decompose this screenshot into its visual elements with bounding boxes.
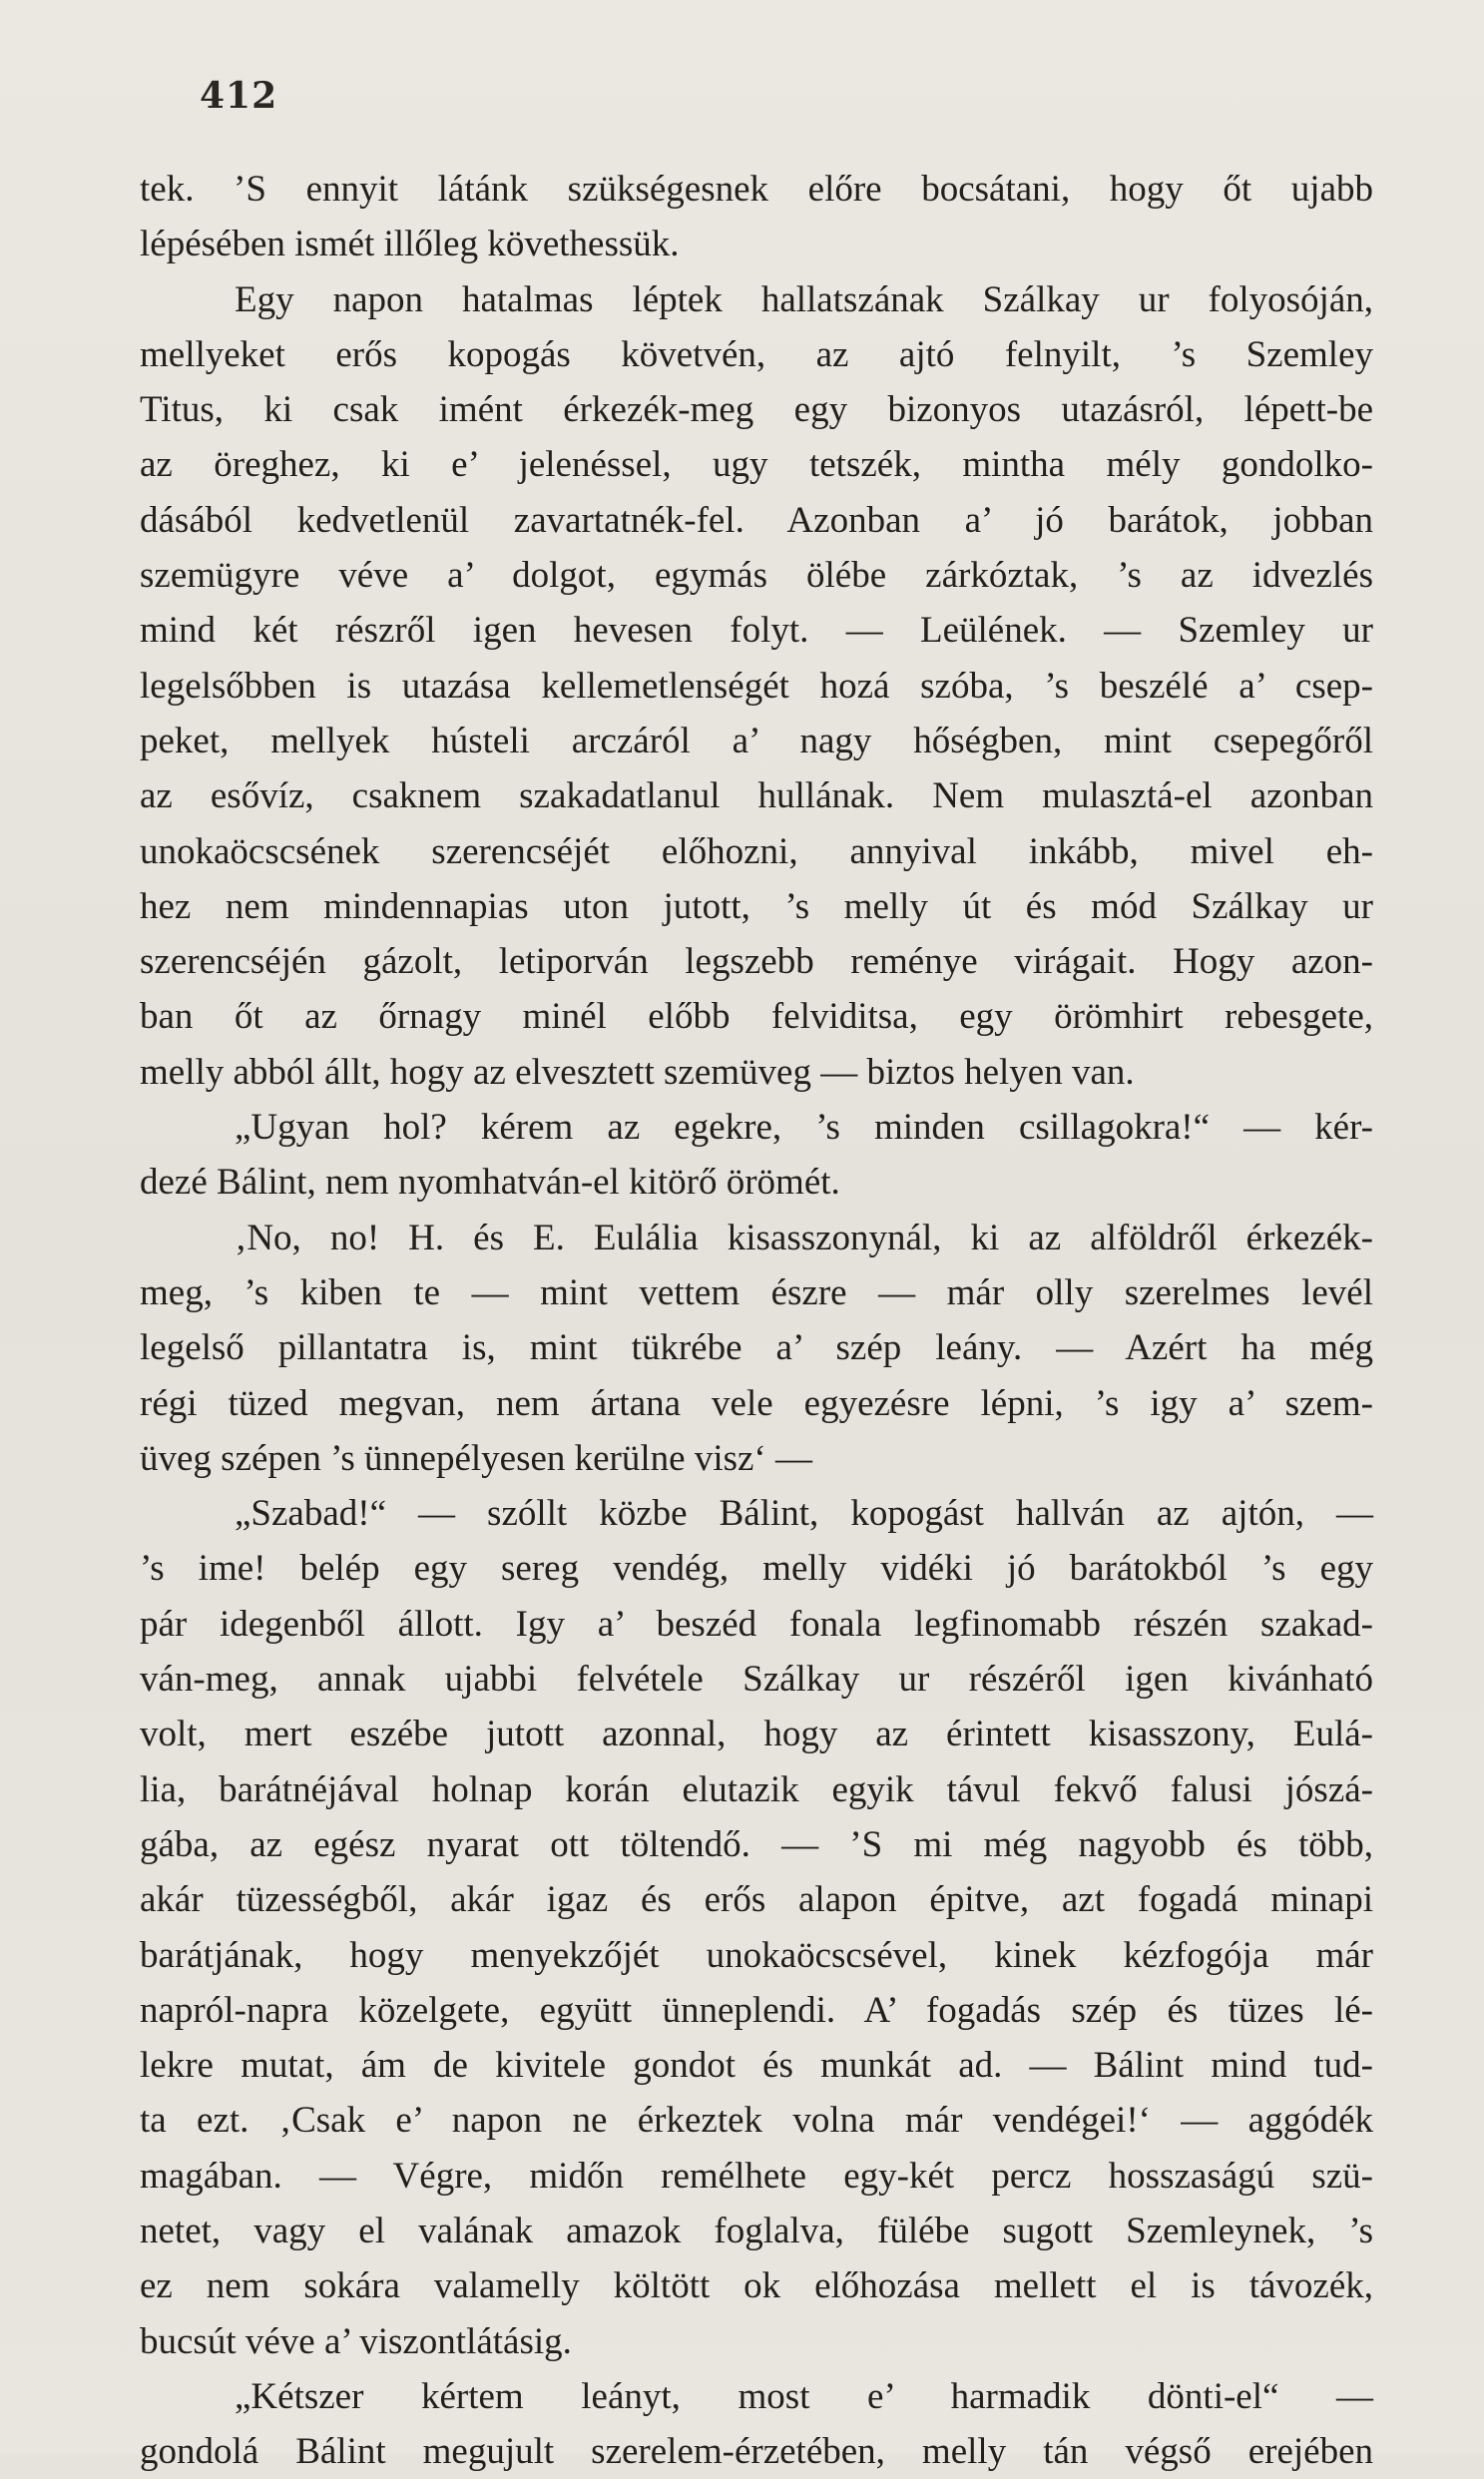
- text-line: az esővíz, csaknem szakadatlanul hullának. Nem mulasztá-el azonban: [140, 775, 1373, 817]
- text-line: dásából kedvetlenül zavartatnék-fel. Azonban a’ jó barátok, jobban: [140, 499, 1373, 541]
- text-line: legelsőbben is utazása kellemetlenségét hozá szóba, ’s beszélé a’ csep-: [140, 665, 1373, 707]
- text-line: ‚No, no! H. és E. Eulália kisasszonynál, ki az alföldről érkezék-: [235, 1217, 1373, 1258]
- text-line: peket, mellyek hústeli arczáról a’ nagy hőségben, mint csepegőről: [140, 720, 1373, 761]
- text-line: az öreghez, ki e’ jelenéssel, ugy tetszék, mintha mély gondolko-: [140, 444, 1373, 486]
- text-line: szerencséjén gázolt, letiporván legszebb reménye virágait. Hogy azon-: [140, 941, 1373, 983]
- page-number: 412: [200, 75, 278, 117]
- text-line: gába, az egész nyarat ott töltendő. — ’S mi még nagyobb és több,: [140, 1823, 1373, 1865]
- text-line: volt, mert eszébe jutott azonnal, hogy az érintett kisasszony, Eulá-: [140, 1714, 1373, 1755]
- text-line: lia, barátnéjával holnap korán elutazik egyik távul fekvő falusi jószá-: [140, 1768, 1373, 1810]
- text-line: unokaöcscsének szerencséjét előhozni, annyival inkább, mivel eh-: [140, 830, 1373, 872]
- text-line: üveg szépen ’s ünnepélyesen kerülne visz‘ —: [140, 1437, 813, 1479]
- text-line: mind két részről igen hevesen folyt. — Leülének. — Szemley ur: [140, 610, 1373, 652]
- text-line: gondolá Bálint megujult szerelem-érzetében, melly tán végső erejében: [140, 2431, 1373, 2473]
- text-line: lekre mutat, ám de kivitele gondot és munkát ad. — Bálint mind tud-: [140, 2045, 1373, 2087]
- text-line: „Ugyan hol? kérem az egekre, ’s minden csillagokra!“ — kér-: [235, 1107, 1373, 1149]
- text-line: „Szabad!“ — szóllt közbe Bálint, kopogást hallván az ajtón, —: [235, 1493, 1373, 1535]
- text-line: Egy napon hatalmas léptek hallatszának Szálkay ur folyosóján,: [235, 278, 1373, 320]
- text-line: akár tüzességből, akár igaz és erős alapon épitve, azt fogadá minapi: [140, 1879, 1373, 1921]
- text-line: barátjának, hogy menyekzőjét unokaöcscsével, kinek kézfogója már: [140, 1934, 1373, 1976]
- body-text: [140, 162, 1373, 2473]
- text-line: melly abból állt, hogy az elvesztett szemüveg — biztos helyen van.: [140, 1051, 1135, 1093]
- text-line: dezé Bálint, nem nyomhatván-el kitörő örömét.: [140, 1162, 840, 1204]
- text-line: netet, vagy el valának amazok foglalva, fülébe sugott Szemleynek, ’s: [140, 2210, 1373, 2251]
- text-line: „Kétszer kértem leányt, most e’ harmadik dönti-el“ —: [235, 2375, 1373, 2417]
- text-line: ’s ime! belép egy sereg vendég, melly vidéki jó barátokból ’s egy: [140, 1548, 1373, 1590]
- text-line: pár idegenből állott. Igy a’ beszéd fonala legfinomabb részén szakad-: [140, 1603, 1373, 1645]
- text-line: ta ezt. ‚Csak e’ napon ne érkeztek volna már vendégei!‘ — aggódék: [140, 2100, 1373, 2142]
- text-line: szemügyre véve a’ dolgot, egymás ölébe zárkóztak, ’s az idvezlés: [140, 555, 1373, 597]
- text-line: ez nem sokára valamelly költött ok előhozása mellett el is távozék,: [140, 2265, 1373, 2307]
- text-line: ván-meg, annak ujabbi felvétele Szálkay ur részéről igen kivánható: [140, 1659, 1373, 1701]
- text-line: meg, ’s kiben te — mint vettem észre — már olly szerelmes levél: [140, 1271, 1373, 1313]
- text-line: ban őt az őrnagy minél előbb felviditsa, egy örömhirt rebesgete,: [140, 996, 1373, 1038]
- text-line: tek. ’S ennyit látánk szükségesnek előre bocsátani, hogy őt ujabb: [140, 169, 1373, 210]
- text-line: mellyeket erős kopogás követvén, az ajtó felnyilt, ’s Szemley: [140, 333, 1373, 375]
- text-line: bucsút véve a’ viszontlátásig.: [140, 2320, 572, 2362]
- text-line: napról-napra közelgete, együtt ünneplendi. A’ fogadás szép és tüzes lé-: [140, 1989, 1373, 2031]
- text-line: lépésében ismét illőleg követhessük.: [140, 224, 680, 265]
- text-line: legelső pillantatra is, mint tükrébe a’ szép leány. — Azért ha még: [140, 1327, 1373, 1369]
- text-line: magában. — Végre, midőn remélhete egy-két percz hosszaságú szü-: [140, 2155, 1373, 2197]
- text-line: Titus, ki csak imént érkezék-meg egy bizonyos utazásról, lépett-be: [140, 389, 1373, 431]
- text-line: hez nem mindennapias uton jutott, ’s melly út és mód Szálkay ur: [140, 885, 1373, 927]
- text-line: régi tüzed megvan, nem ártana vele egyezésre lépni, ’s igy a’ szem-: [140, 1382, 1373, 1424]
